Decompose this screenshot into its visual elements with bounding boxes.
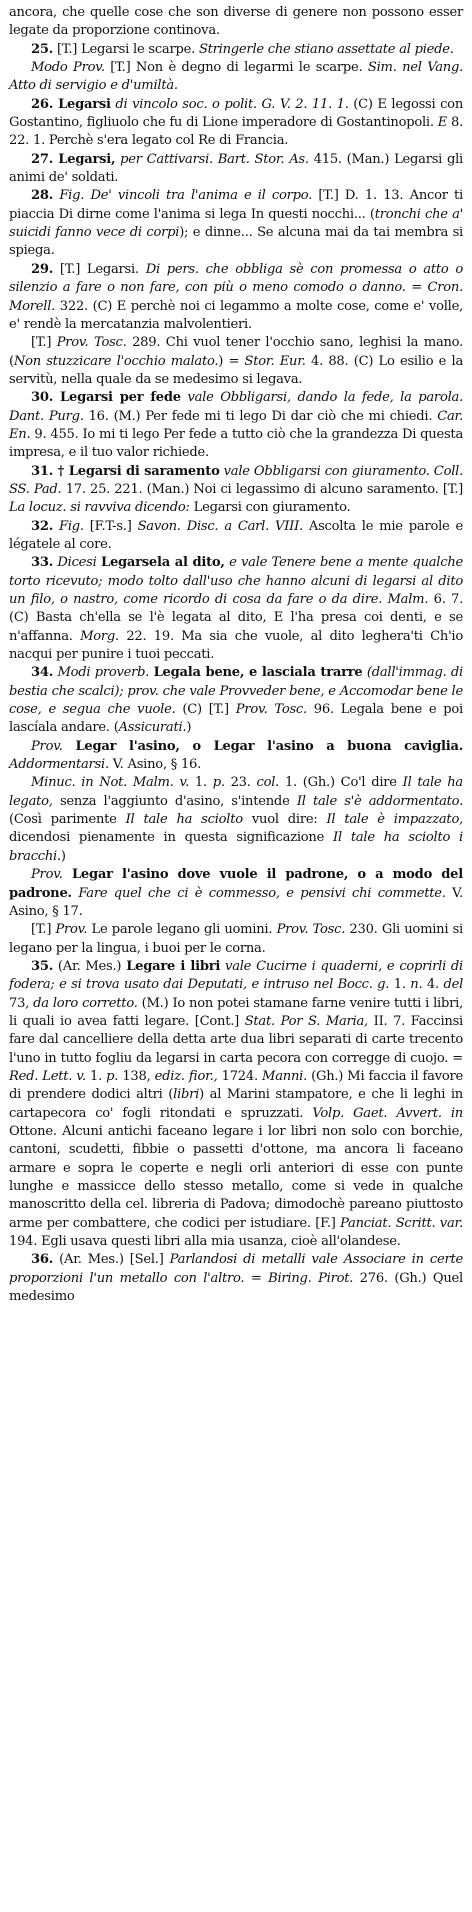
italic-text: Prov. Tosc.	[276, 922, 346, 938]
italic-text: E	[437, 115, 448, 131]
italic-text: vale Cucirne i quaderni, e coprirli di fodera; e si trova usato dai Deputati, e intruso nel Bocc. g.	[9, 958, 463, 993]
body-text: [T.]	[31, 922, 56, 938]
dictionary-paragraph	[9, 96, 463, 151]
italic-text: tronchi che a' suicidi fanno vece di corpi	[9, 206, 463, 241]
body-text: 1724.	[217, 1068, 263, 1084]
italic-text: Fig. De' vincoli tra l'anima e il corpo.	[53, 188, 313, 204]
italic-text: ediz. fior.,	[154, 1068, 218, 1084]
body-text: [T.]	[31, 335, 57, 351]
dictionary-paragraph	[9, 41, 463, 59]
italic-text: p.	[106, 1068, 119, 1084]
italic-text: Assicurati.	[118, 720, 187, 736]
body-text: [T.] D. 1. 13. Ancor ti piaccia Di dirne come l'anima si lega In questi nocchi... (	[9, 188, 463, 222]
body-text: Le parole legano gli uomini.	[87, 922, 277, 938]
dictionary-paragraph	[9, 334, 463, 389]
italic-text: Il tale ha legato,	[9, 775, 463, 809]
body-text: V. Asino, § 17.	[9, 885, 463, 919]
body-text: 194. Egli usava questi libri alla mia usanza, cioè all'olandese.	[9, 1234, 401, 1250]
italic-text: Panciat. Scritt. var.	[340, 1215, 463, 1231]
dictionary-paragraph	[9, 59, 463, 96]
body-text: 1. (Gh.) Co'l dire	[279, 775, 403, 791]
body-text: [F.T-s.]	[83, 518, 138, 534]
dictionary-paragraph	[9, 774, 463, 866]
body-text: 17. 25. 221. (Man.) Noi ci legassimo di alcuno saramento. [T.]	[61, 481, 464, 497]
body-text: 415. (Man.) Legarsi gli animi de' soldati.	[9, 151, 463, 186]
italic-text: (dall'immag. di bestia che scalci); prov. che vale Provveder bene, e Accomodar bene le cose, e segua che vuole.	[9, 665, 463, 718]
body-text: 6. 7. (C) Basta ch'ella se l'è legata al dito, E l'ha presa coi denti, e se n'affanna.	[9, 592, 463, 644]
body-text: [T.] Legarsi.	[53, 261, 146, 277]
body-text: 1.	[389, 977, 411, 993]
entry-heading-text: Legar l'asino, o Legar l'asino a buona caviglia.	[62, 738, 463, 754]
body-text: 230. Gli uomini si legano per la lingua, i buoi per le corna.	[9, 922, 463, 956]
entry-heading-text: 36.	[31, 1252, 54, 1268]
italic-text: Prov. Tosc.	[56, 335, 127, 351]
entry-heading-text: 27. Legarsi,	[31, 151, 116, 167]
body-text: 1.	[189, 775, 213, 791]
italic-text: Modo Prov.	[31, 60, 105, 76]
italic-text: Manni.	[262, 1068, 307, 1084]
italic-text: vale Obbligarsi, dando la fede, la parola. Dant. Purg.	[9, 390, 463, 424]
body-text: 9. 455. Io mi ti lego Per fede a tutto ciò che la grandezza Di questa impresa, e il tuo valor richiede.	[9, 426, 463, 461]
entry-heading-text: 34.	[31, 665, 54, 681]
body-text: (Ar. Mes.)	[53, 958, 127, 974]
body-text: 4.	[422, 977, 444, 993]
italic-text: col.	[256, 775, 280, 791]
entry-heading-text: Legar l'asino dove vuole il padrone, o a modo del padrone.	[9, 867, 463, 901]
body-text: (M.) Io non potei stamane farne venire tutti i libri, li quali io avea fatti legare. [Cont.]	[9, 995, 463, 1029]
body-text: )	[60, 848, 66, 864]
body-text: vuol dire:	[242, 812, 327, 828]
dictionary-paragraph	[9, 921, 463, 958]
dictionary-paragraph	[9, 664, 463, 737]
entry-heading-text: 30. Legarsi per fede	[31, 390, 181, 406]
entry-heading-text: Legarsela al dito,	[100, 555, 225, 571]
entry-heading-text: 28.	[31, 188, 54, 204]
body-text: ); e dinne... Se alcuna mai da tai membra si spiega.	[9, 225, 463, 259]
italic-text: Stringerle che stiano assettate al piede.	[198, 41, 454, 57]
italic-text: Addormentarsi.	[9, 757, 109, 773]
body-text: II. 7. Faccinsi fare dal cancelliere della detta arte dua libri separati di carte trecento l'uno in tutto fogliu da legarsi in carta pecora con corregge di cuojo. =	[9, 1013, 463, 1066]
dictionary-paragraph	[9, 958, 463, 1252]
italic-text: del	[443, 977, 464, 993]
italic-text: Il tale ha sciolto	[125, 812, 243, 828]
body-text: 8. 22. 1. Perchè s'era legato col Re di Francia.	[9, 115, 464, 149]
italic-text: Non stuzzicare l'occhio malato.	[13, 353, 219, 369]
italic-text: Il tale ha sciolto i bracchi.	[9, 830, 463, 864]
italic-text: Di pers. che obbliga sè con promessa o atto o silenzio a fare o non fare, con più o meno comodo o danno. = Cron. Morell.	[9, 261, 463, 314]
italic-text: Prov.	[31, 738, 63, 754]
italic-text: p.	[212, 775, 225, 791]
dictionary-paragraph	[9, 518, 463, 555]
body-text: 96. Legala bene e poi lascíala andare. (	[9, 702, 463, 736]
body-text: Legarsi con giuramento.	[189, 500, 351, 516]
italic-text: Stor. Eur.	[244, 353, 306, 369]
italic-text: n.	[410, 977, 423, 993]
body-text: 73,	[9, 995, 34, 1011]
entry-heading-text: 35.	[31, 958, 54, 974]
body-text: 276. (Gh.) Quel medesimo	[9, 1270, 463, 1305]
italic-text: e vale Tenere bene a mente qualche torto ricevuto; modo tolto dall'uso che hanno alcuni di legarsi al dito un filo, o nastro, come ricordo di cosa da fare o da dire. Malm.	[9, 555, 464, 607]
body-text: 1.	[85, 1068, 107, 1084]
entry-heading-text: 29.	[31, 261, 54, 277]
body-text: 289. Chi vuol tener l'occhio sano, leghisi la mano. (	[9, 335, 463, 369]
body-text: ) =	[218, 353, 245, 369]
body-text: (Gh.) Mi faccia il favore di prendere dodici altri (	[9, 1068, 463, 1103]
dictionary-paragraph	[9, 463, 463, 518]
body-text: (Ar. Mes.) [Sel.]	[53, 1252, 170, 1268]
body-text: [T.] Non è degno di legarmi le scarpe.	[104, 60, 368, 76]
entry-heading-text: 26. Legarsi	[31, 96, 111, 112]
italic-text: La locuz. si ravviva dicendo:	[9, 500, 190, 516]
entry-heading-text: 32.	[31, 518, 54, 534]
dictionary-paragraph	[9, 554, 463, 664]
italic-text: vale Obbligarsi con giuramento. Coll. SS. Pad.	[9, 463, 463, 497]
italic-text: da loro corretto.	[33, 995, 138, 1011]
italic-text: Dicesi	[53, 555, 101, 571]
italic-text: Prov.	[55, 922, 88, 938]
body-text: (Così parimente	[9, 812, 126, 828]
entry-heading-text: Legare i libri	[126, 958, 221, 974]
body-text: dicendosi pienamente in questa significazione	[9, 830, 334, 846]
italic-text: Modi proverb.	[53, 665, 154, 681]
body-text: (C) [T.]	[175, 702, 236, 718]
dictionary-paragraph	[9, 1251, 463, 1306]
dictionary-paragraph	[9, 738, 463, 775]
italic-text: di vincolo soc. o polit. G. V. 2. 11. 1.	[110, 96, 349, 112]
body-text: V. Asino, § 16.	[108, 757, 202, 773]
italic-text: Fig.	[53, 518, 84, 534]
body-text: 16. (M.) Per fede mi ti lego Di dar ciò che mi chiedi.	[83, 408, 438, 424]
body-text: 23.	[224, 775, 257, 791]
body-text: ) al Marini stampatore, e che li leghi in cartapecora co' fogli ritondati e spruzzati.	[9, 1087, 463, 1121]
dictionary-paragraph	[9, 866, 463, 921]
body-text: Ascolta le mie parole e légatele al core.	[9, 518, 463, 552]
body-text: 322. (C) E perchè noi ci legammo a molte cose, come e' volle, e' rendè la mercatanzia malvolentieri.	[9, 298, 463, 332]
body-text: 4. 88. (C) Lo esilio e la servitù, nella quale da se medesimo si legava.	[9, 353, 463, 387]
italic-text: Morg.	[80, 628, 119, 644]
dictionary-paragraph	[9, 389, 463, 462]
entry-heading-text: 33.	[31, 555, 54, 571]
italic-text: per Cattivarsi. Bart. Stor. As.	[115, 151, 309, 167]
italic-text: Volp. Gaet. Avvert. in	[312, 1105, 463, 1121]
italic-text: Stat. Por S. Maria,	[244, 1013, 368, 1029]
body-text: Ottone. Alcuni antichi faceano legare i lor libri non solo con borchie, cantoni, scudetti, fibbie o passetti d'ottone, ma ancora li faceano armare e sopra le coperte e negli orli anteriori di esse con punte lunghe e massicce dello stesso metallo, come si vede in qualche manoscritto della cel. libreria di Padova; dimodochè pareano piuttosto arme per combattere, che codici per istudiare. [F.]	[9, 1123, 463, 1231]
italic-text: Il tale s'è addormentato.	[296, 793, 463, 809]
italic-text: Parlandosi di metalli vale Associare in certe proporzioni l'un metallo con l'altro. = Biring. Pirot.	[9, 1252, 463, 1286]
body-text: ancora, che quelle cose che son diverse di genere non possono esser legate da proporzione continova.	[9, 5, 463, 39]
body-text: 138,	[118, 1068, 155, 1084]
italic-text: Red. Lett. v.	[9, 1068, 86, 1084]
italic-text: Prov. Tosc.	[235, 702, 307, 718]
dictionary-paragraph	[9, 187, 463, 260]
italic-text: Sim. nel Vang. Atto di servigio e d'umiltà.	[9, 60, 463, 94]
italic-text: Car. En.	[9, 408, 463, 442]
italic-text: Minuc. in Not. Malm. v.	[31, 775, 189, 791]
italic-text: Savon. Disc. a Carl. VIII.	[137, 518, 303, 534]
dictionary-paragraph	[9, 151, 463, 188]
dictionary-paragraph	[9, 261, 463, 334]
italic-text: Il tale è impazzato,	[326, 812, 463, 828]
entry-heading-text: Legala bene, e lasciala trarre	[153, 665, 363, 681]
body-text: [T.] Legarsi le scarpe.	[53, 41, 199, 57]
italic-text: libri	[173, 1087, 200, 1103]
dictionary-paragraph	[9, 4, 463, 41]
entry-heading-text: 31. † Legarsi di saramento	[31, 463, 220, 479]
entry-heading-text: 25.	[31, 41, 54, 57]
body-text: senza l'aggiunto d'asino, s'intende	[52, 793, 297, 809]
body-text: )	[186, 720, 192, 736]
body-text: (C) E legossi con Gostantino, figliuolo che fu di Lione imperadore di Gostantinopoli.	[9, 96, 464, 131]
body-text: 22. 19. Ma sia che vuole, al dito leghera'ti Ch'io nacqui per punire i tuoi peccati.	[9, 628, 463, 663]
italic-text: Prov.	[31, 867, 63, 883]
italic-text: Fare quel che ci è commesso, e pensivi chi commette.	[71, 885, 446, 901]
